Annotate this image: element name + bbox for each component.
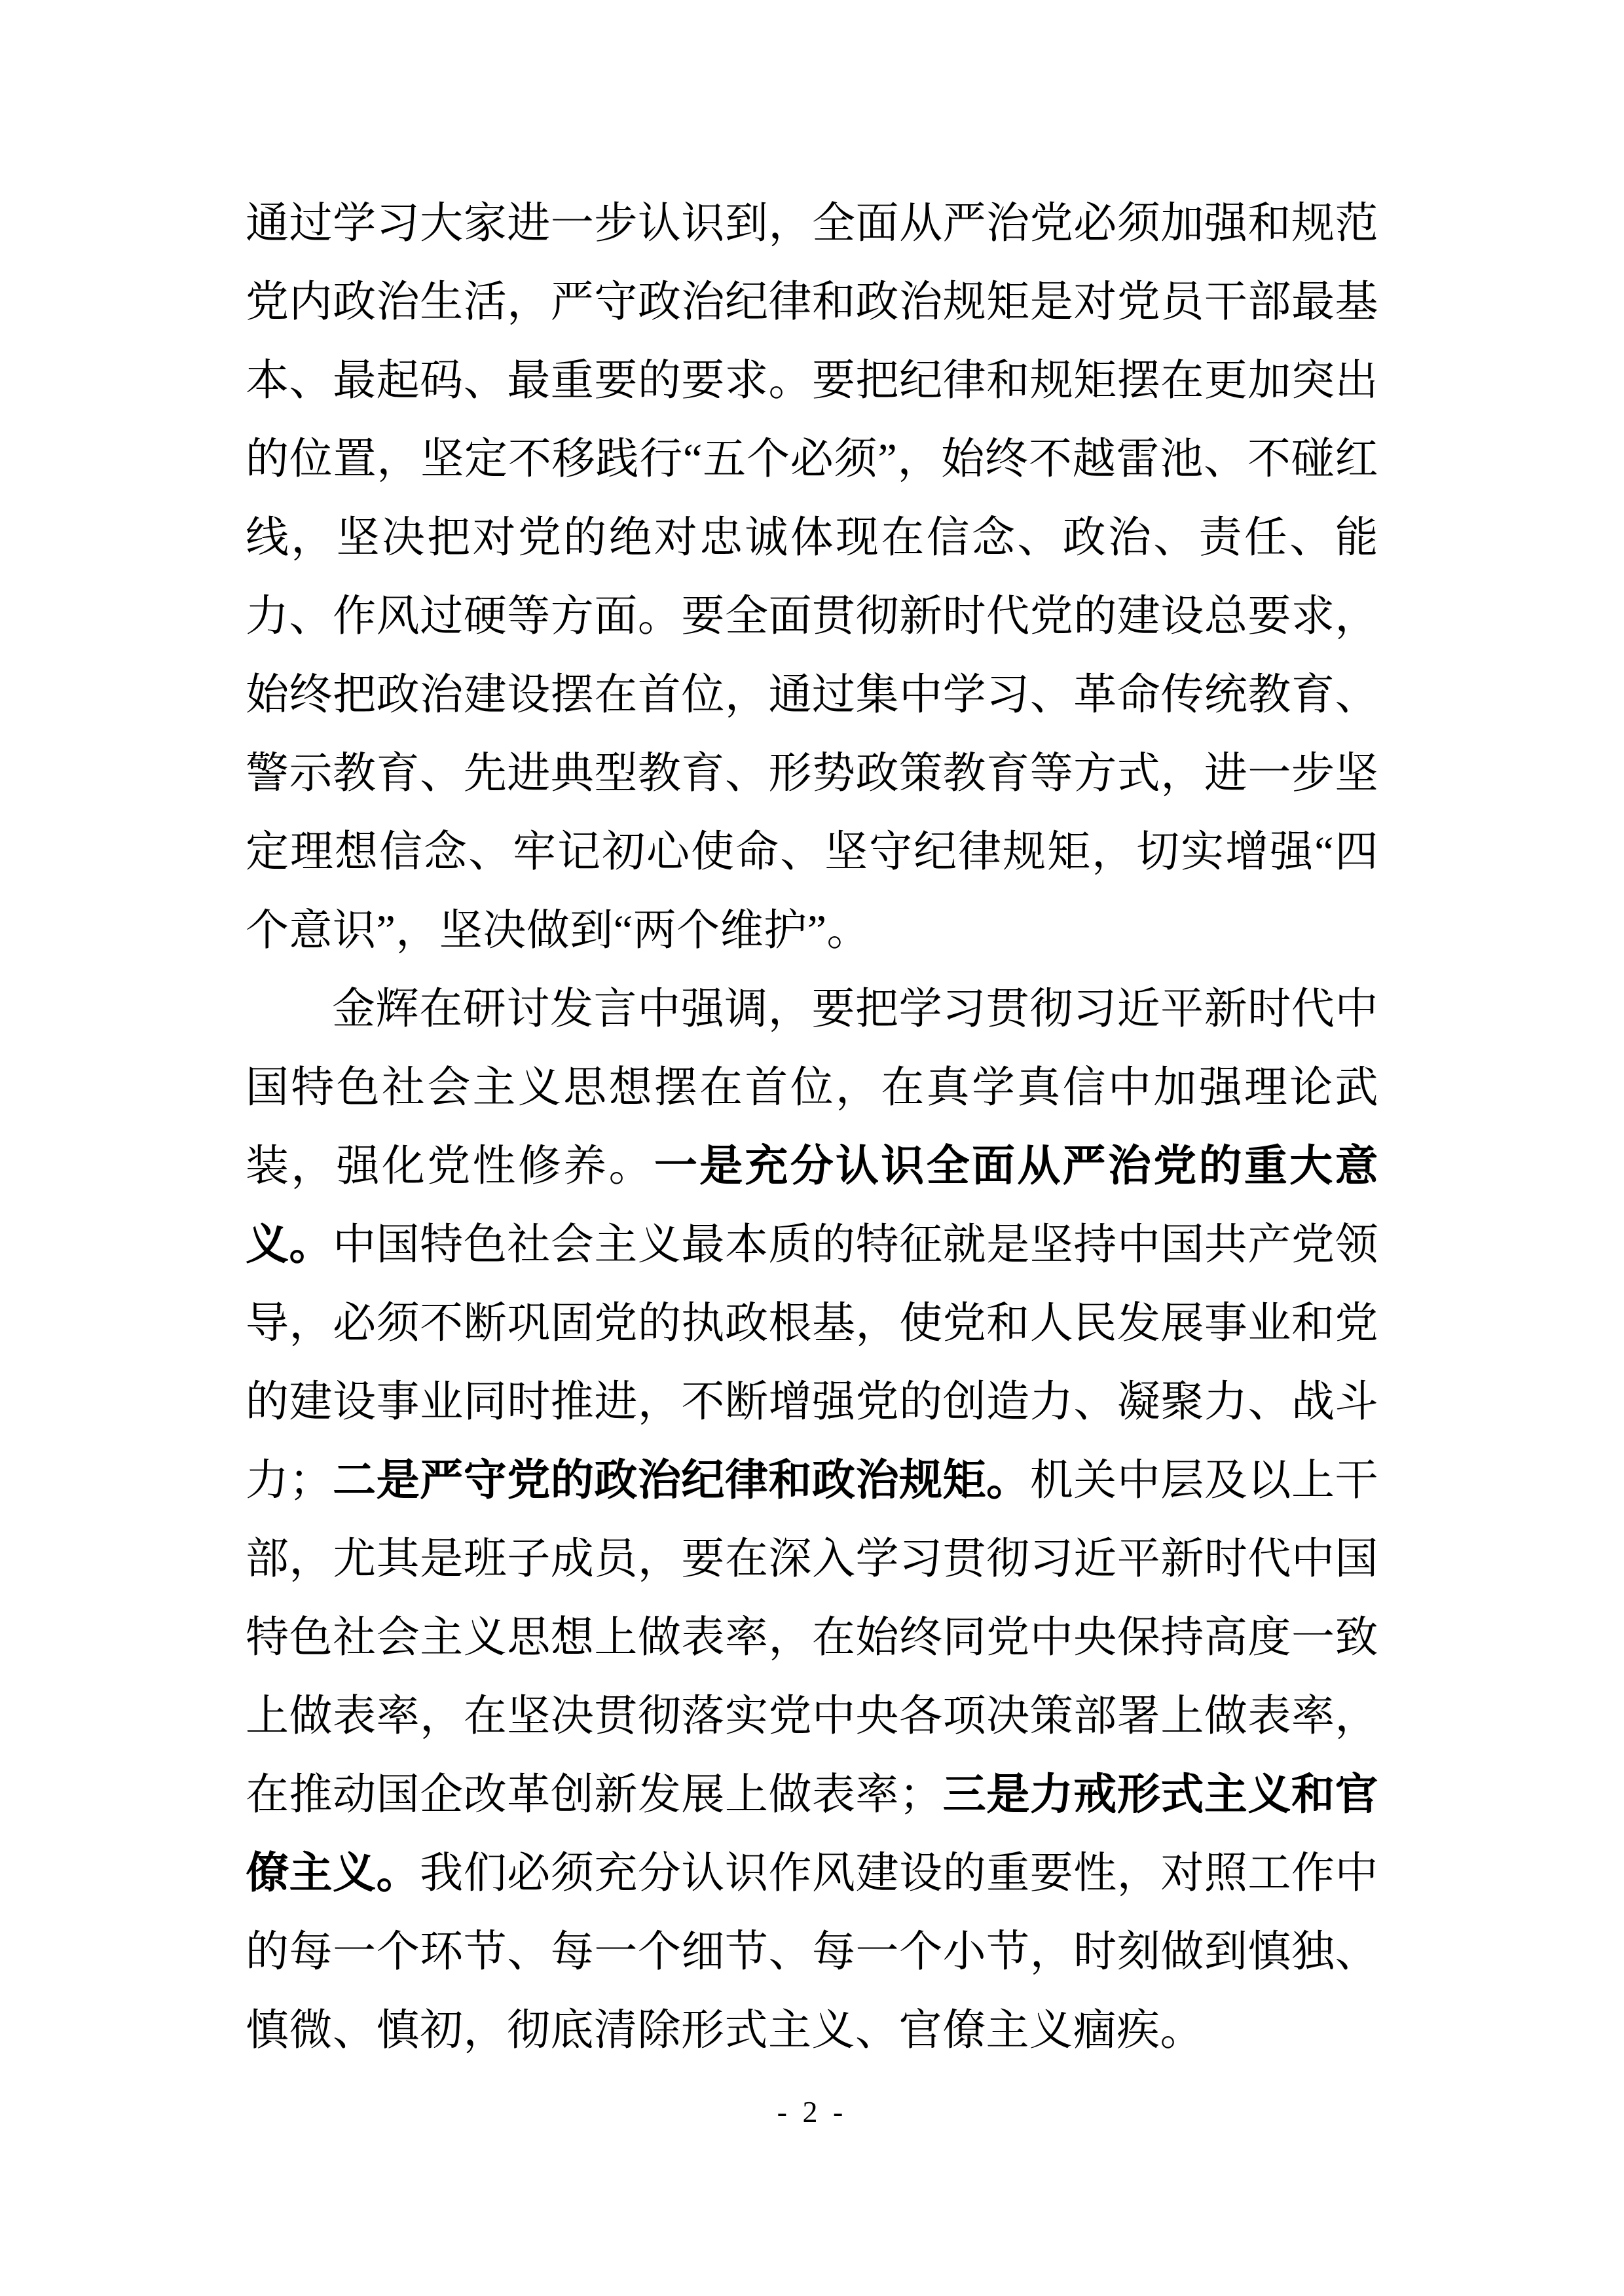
paragraph (246, 185, 1378, 970)
text-run: 我们必须充分认识作风建设的重要性，对照工作中的每一个环节、每一个细节、每一个小节，时刻做到慎独、慎微、慎初，彻底清除形式主义、官僚主义痼疾。 (246, 1850, 1379, 2054)
paragraph (246, 970, 1378, 2070)
text-run: 中国特色社会主义最本质的特征就是坚持中国共产党领导，必须不断巩固党的执政根基，使党和人民发展事业和党的建设事业同时推进，不断增强党的创造力、凝聚力、战斗力； (246, 1221, 1379, 1504)
text-run: 金辉在研讨发言中强调，要把学习贯彻习近平新时代中国特色社会主义思想摆在首位，在真学真信中加强理论武装，强化党性修养。 (246, 985, 1378, 1190)
bold-text-run: 二是严守党的政治纪律和政治规矩。 (333, 1457, 1030, 1504)
text-run: 通过学习大家进一步认识到，全面从严治党必须加强和规范党内政治生活，严守政治纪律和政治规矩是对党员干部最基本、最起码、最重要的要求。要把纪律和规矩摆在更加突出的位置，坚定不移践行“五个必须”，始终不越雷池、不碰红线，坚决把对党的绝对忠诚体现在信念、政治、责任、能力、作风过硬等方面。要全面贯彻新时代党的建设总要求，始终把政治建设摆在首位，通过集中学习、革命传统教育、警示教育、先进典型教育、形势政策教育等方式，进一步坚定理想信念、牢记初心使命、坚守纪律规矩，切实增强“四个意识”，坚决做到“两个维护”。 (246, 200, 1378, 955)
page-footer (0, 2094, 1624, 2130)
text-run: 机关中层及以上干部，尤其是班子成员，要在深入学习贯彻习近平新时代中国特色社会主义思想上做表率，在始终同党中央保持高度一致上做表率，在坚决贯彻落实党中央各项决策部署上做表率，在推动国企改革创新发展上做表率； (246, 1457, 1379, 1819)
page-number: - 2 - (777, 2095, 847, 2128)
bold-text-run: 三是力戒形式主义和官僚主义。 (246, 1771, 1379, 1897)
bold-text-run: 一是充分认识全面从严治党的重大意义。 (246, 1142, 1378, 1269)
document-body (246, 185, 1378, 2070)
